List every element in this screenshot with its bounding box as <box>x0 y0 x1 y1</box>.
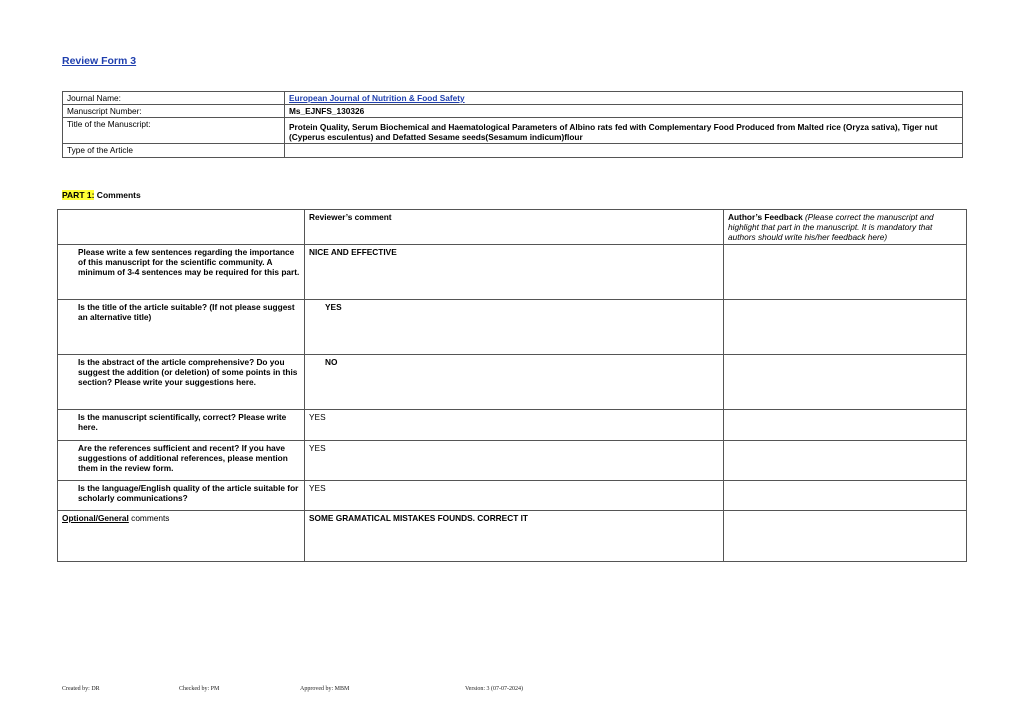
comments-table <box>57 209 967 562</box>
general-reviewer-comment: SOME GRAMATICAL MISTAKES FOUNDS. CORRECT IT <box>305 511 724 562</box>
general-author-feedback-cell[interactable] <box>724 511 967 562</box>
part1-heading <box>62 190 141 200</box>
question-importance: Please write a few sentences regarding the importance of this manuscript for the scientific community. A minimum of 3-4 sentences may be required for this part. <box>58 245 305 300</box>
comment-row <box>58 300 967 355</box>
author-feedback-cell[interactable] <box>724 481 967 511</box>
question-title-suitable: Is the title of the article suitable? (If not please suggest an alternative title) <box>58 300 305 355</box>
author-feedback-cell[interactable] <box>724 441 967 481</box>
reviewer-comment: YES <box>305 441 724 481</box>
journal-row <box>63 92 963 105</box>
comment-row <box>58 410 967 441</box>
comment-row <box>58 481 967 511</box>
question-language: Is the language/English quality of the article suitable for scholarly communications? <box>58 481 305 511</box>
question-scientific: Is the manuscript scientifically, correct? Please write here. <box>58 410 305 441</box>
general-label-rest: comments <box>128 513 170 523</box>
manuscript-number-row <box>63 105 963 118</box>
reviewer-comment-header: Reviewer’s comment <box>305 210 724 245</box>
comments-header-row <box>58 210 967 245</box>
manuscript-title-value: Protein Quality, Serum Biochemical and Haematological Parameters of Albino rats fed with Complementary Food Produced from Malted rice (Oryza sativa), Tiger nut (Cyperus esculentus) and Defatted Sesame seeds(Sesamum indicum)flour <box>285 118 963 144</box>
journal-label: Journal Name: <box>63 92 285 105</box>
footer-created-by: Created by: DR <box>62 686 100 692</box>
manuscript-details-table <box>62 91 963 158</box>
reviewer-comment: NO <box>305 355 724 410</box>
footer-checked-by: Checked by: PM <box>179 686 220 692</box>
journal-value <box>285 92 963 105</box>
manuscript-number-value: Ms_EJNFS_130326 <box>285 105 963 118</box>
reviewer-comment: YES <box>305 300 724 355</box>
journal-link[interactable]: European Journal of Nutrition & Food Safety <box>289 93 465 103</box>
form-title: Review Form 3 <box>62 55 137 67</box>
part1-label-rest: Comments <box>94 190 141 200</box>
author-feedback-label: Author’s Feedback <box>728 212 803 222</box>
comment-row <box>58 441 967 481</box>
article-type-label: Type of the Article <box>63 144 285 158</box>
article-type-value <box>285 144 963 158</box>
manuscript-title-row <box>63 118 963 144</box>
manuscript-title-label: Title of the Manuscript: <box>63 118 285 144</box>
general-comments-label <box>58 511 305 562</box>
footer-approved-by: Approved by: MBM <box>300 686 350 692</box>
reviewer-comment: YES <box>305 410 724 441</box>
author-feedback-cell[interactable] <box>724 245 967 300</box>
comment-row <box>58 245 967 300</box>
manuscript-number-label: Manuscript Number: <box>63 105 285 118</box>
author-feedback-cell[interactable] <box>724 300 967 355</box>
comment-row <box>58 355 967 410</box>
question-references: Are the references sufficient and recent? If you have suggestions of additional references, please mention them in the review form. <box>58 441 305 481</box>
reviewer-comment: NICE AND EFFECTIVE <box>305 245 724 300</box>
part1-label-highlight: PART 1: <box>62 190 95 200</box>
question-header <box>58 210 305 245</box>
footer-version: Version: 3 (07-07-2024) <box>465 686 523 692</box>
article-type-row <box>63 144 963 158</box>
author-feedback-header <box>724 210 967 245</box>
author-feedback-cell[interactable] <box>724 410 967 441</box>
reviewer-comment: YES <box>305 481 724 511</box>
general-label-underlined: Optional/General <box>62 513 129 523</box>
author-feedback-note: (Please correct the manuscript and highlight that part in the manuscript. It is mandatory that authors should write his/her feedback here) <box>728 212 934 242</box>
general-comments-row <box>58 511 967 562</box>
question-abstract: Is the abstract of the article comprehensive? Do you suggest the addition (or deletion) of some points in this section? Please write your suggestions here. <box>58 355 305 410</box>
author-feedback-cell[interactable] <box>724 355 967 410</box>
